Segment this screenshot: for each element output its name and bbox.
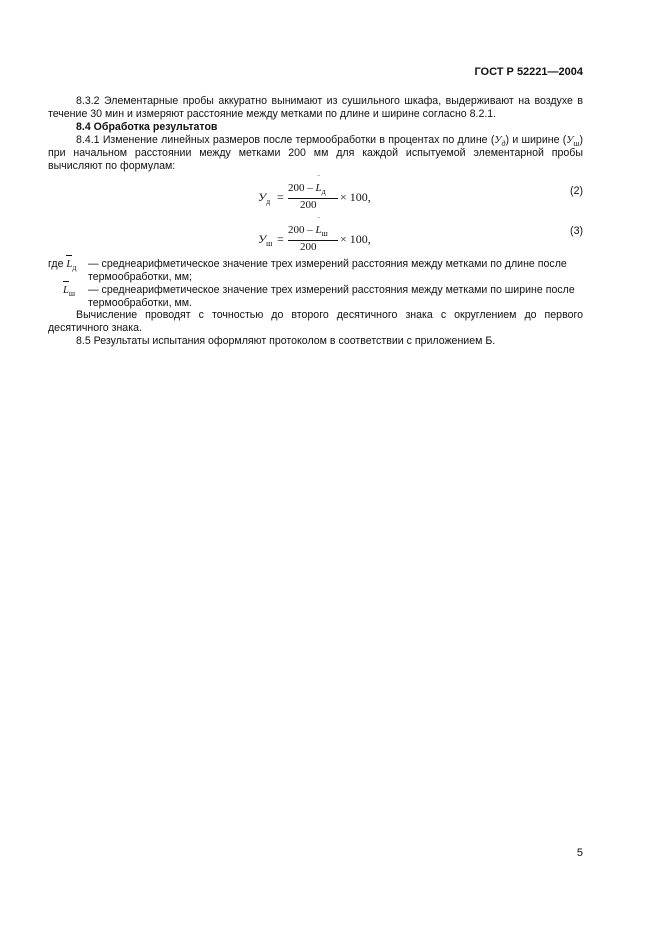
formula-3-l-accent: ‾ (317, 217, 320, 225)
symbol-u-d (494, 135, 505, 146)
formula-2-l-accent: ‾ (317, 175, 320, 183)
formula-2-l-letter: L (315, 182, 322, 194)
symbol-u-sh (566, 135, 579, 146)
def-1-sub: д (72, 263, 77, 272)
definitions-where (48, 258, 76, 271)
paragraph-8-5: 8.5 Результаты испытания оформляют протоколом в соответствии с приложением Б. (76, 335, 496, 347)
formula-3-denominator: 200 (300, 241, 317, 253)
p841-part-a: 8.4.1 Изменение линейных размеров после термообработки в процентах по длине ( (76, 134, 495, 146)
formula-3-number: (3) (570, 225, 583, 237)
where-word: где (48, 258, 64, 270)
formula-3-numerator (288, 217, 328, 238)
formula-2-num-sub: д (321, 187, 326, 196)
def-2-dash: — (88, 284, 99, 296)
def-1-text: среднеарифметическое значение трех измерений расстояния между метками по длине после термообработки, мм; (88, 258, 567, 283)
formula-2-denominator: 200 (300, 199, 317, 211)
formula-3-lhs (258, 233, 272, 247)
formula-3 (258, 217, 388, 256)
symbol-sub-sh: ш (573, 139, 580, 148)
section-heading-8-4: 8.4 Обработка результатов (76, 121, 218, 133)
def-1-dash: — (88, 258, 99, 270)
definitions-list (48, 258, 583, 310)
formula-2-u: У (258, 190, 267, 204)
formula-2-u-sub: д (266, 197, 271, 206)
formula-3-equals: = (277, 232, 284, 246)
symbol-sub-d: д (501, 139, 506, 148)
paragraph-8-4-1 (48, 134, 583, 173)
def-2-lhs (63, 284, 75, 297)
page-number: 5 (576, 847, 583, 859)
formula-3-l-letter: L (315, 224, 322, 236)
formula-3-num-sub: ш (321, 229, 328, 238)
formula-2-tail: × 100, (340, 190, 371, 204)
formula-3-u: У (258, 232, 267, 246)
formula-2-l (315, 175, 322, 194)
formula-3-num-a: 200 – (288, 224, 313, 236)
def-2-body (88, 284, 583, 310)
definition-item (48, 258, 583, 284)
symbol-u: У (494, 135, 502, 146)
formula-2-numerator (288, 175, 326, 196)
definition-item (48, 284, 583, 310)
paragraph-rounding: Вычисление проводят с точностью до второго десятичного знака с округлением до первого десятичного знака. (48, 309, 583, 334)
def-1-body (88, 258, 583, 284)
p841-part-c: ) при начальном расстоянии между метками 200 мм для каждой испытуемой элементарной пробы вычисляют по формулам: (48, 134, 583, 172)
formula-2 (258, 175, 388, 214)
def-2-text: среднеарифметическое значение трех измерений расстояния между метками по ширине после термообработки, мм. (88, 284, 575, 309)
symbol-u: У (566, 135, 574, 146)
document-header: ГОСТ Р 52221—2004 (474, 66, 583, 78)
formula-3-tail: × 100, (340, 232, 371, 246)
def-2-letter: L (63, 285, 69, 296)
def-1-letter: L (66, 259, 73, 270)
formula-2-number: (2) (570, 185, 583, 197)
def-2-sub: ш (68, 289, 76, 298)
formula-2-lhs (258, 191, 270, 205)
formula-3-u-sub: ш (266, 239, 273, 248)
p841-part-b: ) и ширине ( (505, 134, 567, 146)
paragraph-8-3-2: 8.3.2 Элементарные пробы аккуратно вынимают из сушильного шкафа, выдерживают на воздухе в течение 30 мин и измеряют расстояние между метками по длине и ширине согласно 8.2.1. (48, 95, 583, 120)
formula-2-equals: = (277, 190, 284, 204)
formula-3-l (315, 217, 322, 236)
formula-2-num-a: 200 – (288, 182, 313, 194)
